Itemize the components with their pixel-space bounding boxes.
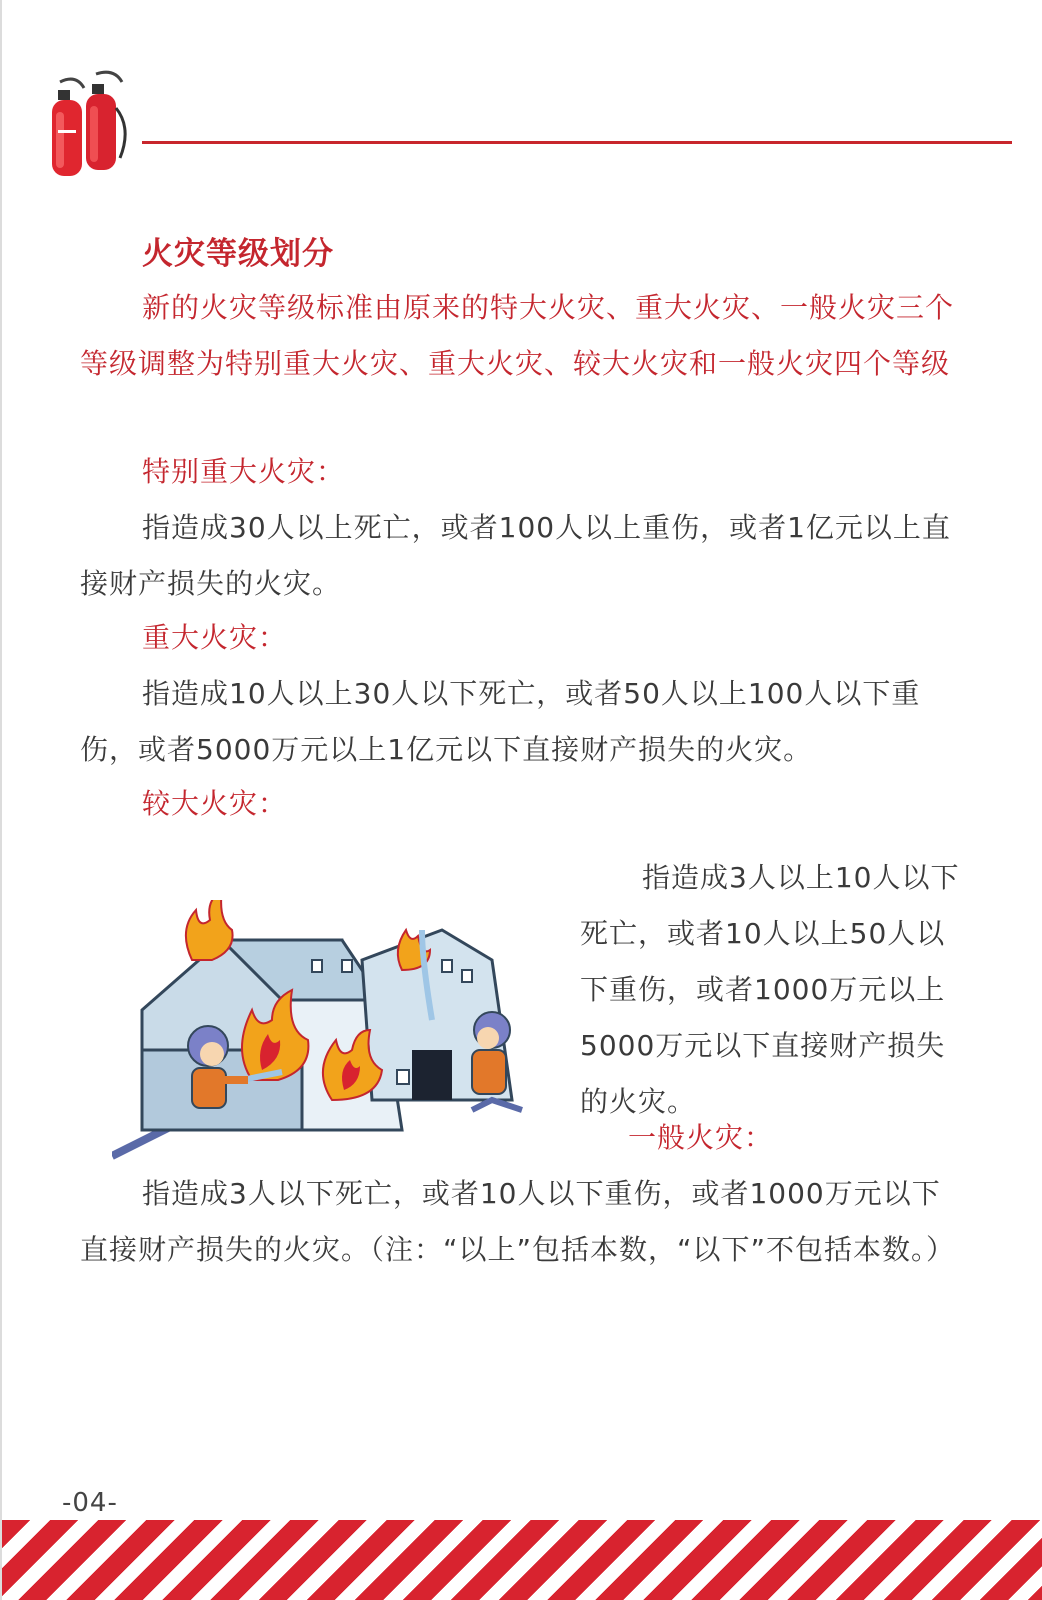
header-divider <box>142 141 1012 144</box>
page-title: 火灾等级划分 <box>142 236 334 272</box>
firefighters-burning-house-illustration <box>112 900 552 1170</box>
level-label-general: 一般火灾： <box>628 1121 774 1154</box>
footer-stripe-band <box>2 1520 1042 1600</box>
level-text-especially-major: 指造成30人以上死亡，或者100人以上重伤，或者1亿元以上直接财产损失的火灾。 <box>80 511 951 600</box>
intro-paragraph: 新的火灾等级标准由原来的特大火灾、重大火灾、一般火灾三个等级调整为特别重大火灾、重大火灾、较大火灾和一般火灾四个等级 <box>80 291 955 380</box>
page-number: -04- <box>62 1488 118 1518</box>
level-label-major: 重大火灾： <box>142 621 288 654</box>
level-label-large: 较大火灾： <box>142 787 288 820</box>
level-text-large: 指造成3人以上10人以下死亡，或者10人以上50人以下重伤，或者1000万元以上5000万元以下直接财产损失的火灾。 <box>580 861 960 1118</box>
level-text-general: 指造成3人以下死亡，或者10人以下重伤，或者1000万元以下直接财产损失的火灾。（注：“以上”包括本数，“以下”不包括本数。） <box>80 1177 956 1266</box>
fire-extinguisher-icon <box>46 68 146 180</box>
level-text-major: 指造成10人以上30人以下死亡，或者50人以上100人以下重伤，或者5000万元以上1亿元以下直接财产损失的火灾。 <box>80 677 921 766</box>
level-label-especially-major: 特别重大火灾： <box>142 455 346 488</box>
